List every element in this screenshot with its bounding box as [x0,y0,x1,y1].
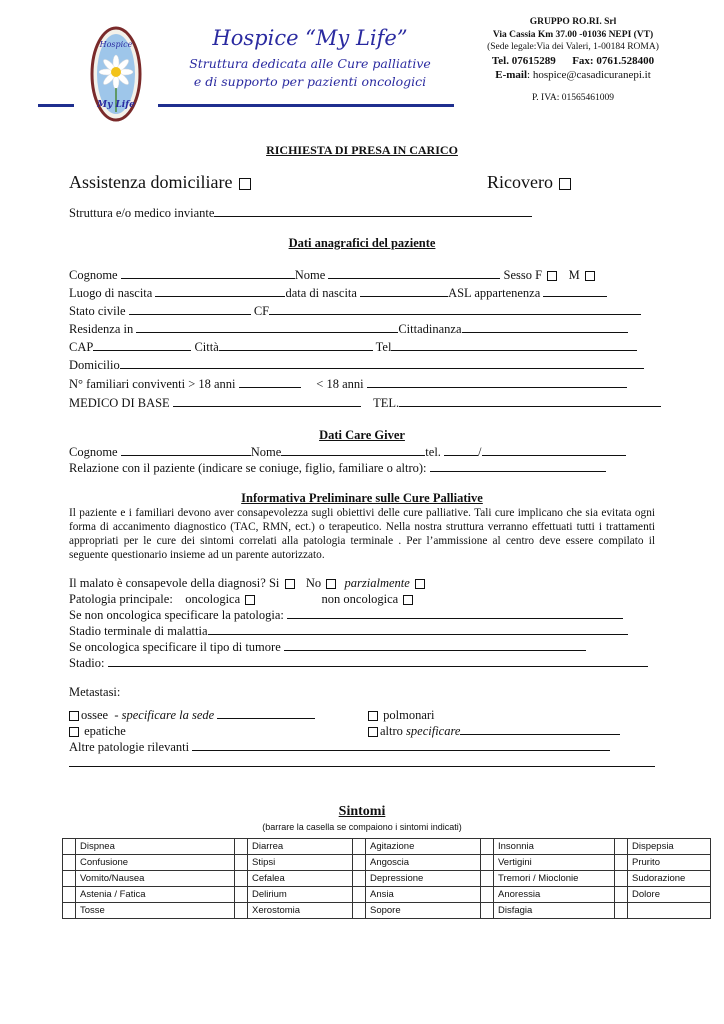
luogo-field[interactable] [155,286,285,297]
company-block [466,16,680,104]
medico-label: MEDICO DI BASE [69,396,170,410]
sede-field[interactable] [217,708,315,719]
symptom-label: Agitazione [366,839,481,855]
sintomi-table [62,838,711,919]
patologia-row [69,592,415,606]
cg-tel-slash: / [478,445,482,459]
sesso-label: Sesso F [503,268,543,282]
symptom-checkbox[interactable] [235,855,248,871]
medico-tel-label: TEL. [373,396,400,410]
symptom-checkbox[interactable] [615,887,628,903]
sede-label: specificare la sede [121,708,215,722]
symptom-checkbox[interactable] [481,855,494,871]
symptom-label: Tosse [76,903,235,919]
symptom-checkbox[interactable] [235,903,248,919]
symptom-label: Confusione [76,855,235,871]
caregiver-row [69,445,626,459]
caregiver-heading: Dati Care Giver [319,428,405,442]
logo-bottom-text: My Life [97,100,135,110]
non-onc-label: Se non oncologica specificare la patologia: [69,608,284,622]
tumore-label: Se oncologica specificare il tipo di tumore [69,640,281,654]
sintomi-heading: Sintomi [338,804,386,819]
altro-spec-label: specificare [406,724,461,738]
ricovero-checkbox[interactable] [559,178,571,190]
no-checkbox[interactable] [326,579,336,589]
cf-field[interactable] [269,304,641,315]
symptom-label: Depressione [366,871,481,887]
symptom-label: Cefalea [248,871,353,887]
non-oncologica-checkbox[interactable] [403,595,413,605]
symptom-label: Dispnea [76,839,235,855]
symptom-label: Angoscia [366,855,481,871]
luogo-row [69,286,607,300]
meno18-field[interactable] [367,377,627,388]
epatiche-label: epatiche [84,724,126,738]
asl-label: ASL appartenenza [448,286,541,300]
company-contacts [466,55,680,68]
symptom-label: Dolore [628,887,711,903]
non-onc-row [69,608,623,622]
stato-row [69,304,641,318]
cognome-field[interactable] [121,268,295,279]
domicilio-row [69,358,644,372]
tumore-row [69,640,586,654]
sesso-m-label: M [568,268,580,282]
symptom-checkbox[interactable] [63,871,76,887]
symptom-label: Prurito [628,855,711,871]
domicilio-field[interactable] [120,358,644,369]
company-address: Via Cassia Km 37.00 -01036 NEPI (VT) [492,29,654,40]
stadio-row [69,656,648,670]
header-line-right [158,104,454,107]
symptom-checkbox[interactable] [63,839,76,855]
cg-tel-prefix-field[interactable] [444,445,478,456]
consapevole-row [69,576,427,590]
altro-label: altro [380,724,403,738]
stadio-terminale-row [69,624,628,638]
symptom-checkbox[interactable] [481,887,494,903]
polmonari-label: polmonari [383,708,435,722]
non-onc-field[interactable] [287,608,623,619]
non-oncologica-label: non oncologica [321,592,399,606]
domicilio-label: Domicilio [69,358,120,372]
familiari-row [69,377,627,391]
relazione-row [69,461,606,475]
metastasi-label: Metastasi: [69,685,121,699]
meno18-label: < 18 anni [316,377,364,391]
company-name: GRUPPO RO.RI. Srl [529,17,617,27]
parzialmente-label: parzialmente [344,576,410,590]
symptom-label: Disfagia [494,903,615,919]
stato-field[interactable] [129,304,251,315]
symptom-checkbox[interactable] [615,839,628,855]
symptom-checkbox[interactable] [615,871,628,887]
ricovero-option [487,172,573,193]
nome-field[interactable] [328,268,500,279]
table-row [63,871,711,887]
symptom-checkbox[interactable] [353,855,366,871]
logo [90,26,142,122]
symptom-checkbox[interactable] [615,855,628,871]
oncologica-checkbox[interactable] [245,595,255,605]
cf-label: CF [253,304,270,318]
symptom-checkbox[interactable] [481,839,494,855]
cognome-row [69,268,597,282]
cognome-label: Cognome [69,268,118,282]
no-label: No [305,576,322,590]
symptom-label: Vomito/Nausea [76,871,235,887]
symptom-checkbox[interactable] [235,839,248,855]
assistenza-label: Assistenza domiciliare [69,172,233,192]
symptom-label: Vertigini [494,855,615,871]
sesso-f-checkbox[interactable] [547,271,557,281]
hospice-title: Hospice “My Life” [212,26,408,50]
symptom-label: Stipsi [248,855,353,871]
data-label: data di nascita [285,286,357,300]
cittadinanza-label: Cittadinanza [398,322,462,336]
subtitle-2: e di supporto per pazienti oncologici [193,74,427,89]
symptom-checkbox[interactable] [615,903,628,919]
ossee-row [69,708,315,722]
cg-nome-label: Nome [250,445,282,459]
data-field[interactable] [360,286,448,297]
company-tel: Tel. 07615289 [491,54,556,67]
altro-checkbox[interactable] [368,727,378,737]
altro-row [366,724,620,738]
struttura-field[interactable] [214,206,532,217]
symptom-label: Delirium [248,887,353,903]
cap-row [69,340,637,354]
familiari-field[interactable] [239,377,301,388]
struttura-label: Struttura e/o medico inviante [69,206,215,220]
symptom-label: Anoressia [494,887,615,903]
parzialmente-checkbox[interactable] [415,579,425,589]
symptom-checkbox[interactable] [235,887,248,903]
oncologica-label: oncologica [185,592,241,606]
symptom-checkbox[interactable] [481,903,494,919]
si-checkbox[interactable] [285,579,295,589]
tel-field[interactable] [391,340,637,351]
symptom-label: Diarrea [248,839,353,855]
stadio-terminale-field[interactable] [208,624,628,635]
sede-dash: - [114,708,122,722]
cg-tel-number-field[interactable] [482,445,626,456]
ricovero-label: Ricovero [487,172,553,192]
asl-field[interactable] [543,286,607,297]
citta-label: Città [194,340,219,354]
assistenza-option [69,172,253,193]
residenza-field[interactable] [136,322,398,333]
company-legal: (Sede legale:Via dei Valeri, 1-00184 ROMA) [487,42,659,52]
citta-field[interactable] [219,340,373,351]
altre-label: Altre patologie rilevanti [69,740,190,754]
cg-cognome-label: Cognome [69,445,118,459]
anagrafici-heading: Dati anagrafici del paziente [288,236,436,250]
stadio-terminale-label: Stadio terminale di malattia [69,624,208,638]
table-row [63,887,711,903]
symptom-label: Sopore [366,903,481,919]
sintomi-note: (barrare la casella se compaiono i sintomi indicati) [262,822,462,832]
symptom-checkbox[interactable] [235,871,248,887]
stato-label: Stato civile [69,304,126,318]
stadio-label: Stadio: [69,656,105,670]
company-piva: P. IVA: 01565461009 [532,92,614,103]
patologia-label: Patologia principale: [69,592,173,606]
ossee-checkbox[interactable] [69,711,79,721]
symptom-checkbox[interactable] [481,871,494,887]
familiari-label: N° familiari conviventi > 18 anni [69,377,236,391]
symptom-checkbox[interactable] [353,887,366,903]
symptom-label: Dispepsia [628,839,711,855]
cap-field[interactable] [93,340,191,351]
header-line-left [38,104,74,107]
symptom-checkbox[interactable] [353,903,366,919]
assistenza-checkbox[interactable] [239,178,251,190]
relazione-label: Relazione con il paziente (indicare se coniuge, figlio, familiare o altro): [69,461,427,475]
medico-tel-field[interactable] [399,396,661,407]
symptom-label [628,903,711,919]
symptom-label: Sudorazione [628,871,711,887]
table-row [63,855,711,871]
epatiche-row [69,724,126,738]
subtitle-1: Struttura dedicata alle Cure palliative [189,56,431,71]
table-row [63,839,711,855]
logo-top-text: Hospice [99,40,133,49]
cittadinanza-field[interactable] [462,322,628,333]
consapevole-label: Il malato è consapevole della diagnosi? [69,576,266,590]
symptom-label: Tremori / Mioclonie [494,871,615,887]
email-label: E-mail [495,69,528,81]
symptom-checkbox[interactable] [353,871,366,887]
polmonari-checkbox[interactable] [368,711,378,721]
polmonari-row [366,708,435,722]
cg-tel-label: tel. [425,445,441,459]
luogo-label: Luogo di nascita [69,286,153,300]
symptom-label: Insonnia [494,839,615,855]
altre-field[interactable] [192,740,610,751]
symptom-label: Xerostomia [248,903,353,919]
informativa-heading: Informativa Preliminare sulle Cure Palliative [241,491,483,505]
relazione-field[interactable] [430,461,606,472]
epatiche-checkbox[interactable] [69,727,79,737]
symptom-checkbox[interactable] [63,903,76,919]
altre-row [69,740,610,754]
symptom-checkbox[interactable] [63,887,76,903]
altro-field[interactable] [460,724,620,735]
nome-label: Nome [294,268,326,282]
cg-cognome-field[interactable] [121,445,251,456]
informativa-text: Il paziente e i familiari devono aver consapevolezza sugli obiettivi delle cure palliative. Tali cure implicano che sia evitata ogni forma di accanimento diagnostico (TAC, RMN, ect.) o terapeutico. Nella nostra struttura verranno effettuati tutti i trattamenti appropriati per le cure dei sintomi correlati alla patologia terminale . Per l’ammissione al centro deve essere compilato il seguente questionario insieme ad un parente autorizzato. [69,507,655,561]
cap-label: CAP [69,340,94,354]
tumore-field[interactable] [284,640,586,651]
company-fax: Fax: 0761.528400 [572,54,655,67]
symptom-checkbox[interactable] [353,839,366,855]
medico-field[interactable] [173,396,361,407]
struttura-row [69,206,532,220]
symptom-checkbox[interactable] [63,855,76,871]
tel-label: Tel [375,340,392,354]
residenza-row [69,322,628,336]
cg-nome-field[interactable] [281,445,425,456]
sesso-m-checkbox[interactable] [585,271,595,281]
email-value[interactable]: : hospice@casadicuranepi.it [527,69,651,81]
residenza-label: Residenza in [69,322,134,336]
table-row [63,903,711,919]
si-label: Si [268,576,280,590]
symptom-label: Ansia [366,887,481,903]
form-title: RICHIESTA DI PRESA IN CARICO [266,143,458,157]
company-email [466,69,680,82]
medico-row [69,396,661,410]
ossee-label: ossee [81,708,109,722]
symptom-label: Astenia / Fatica [76,887,235,903]
altre-field-line2[interactable] [69,766,655,767]
stadio-field[interactable] [108,656,648,667]
